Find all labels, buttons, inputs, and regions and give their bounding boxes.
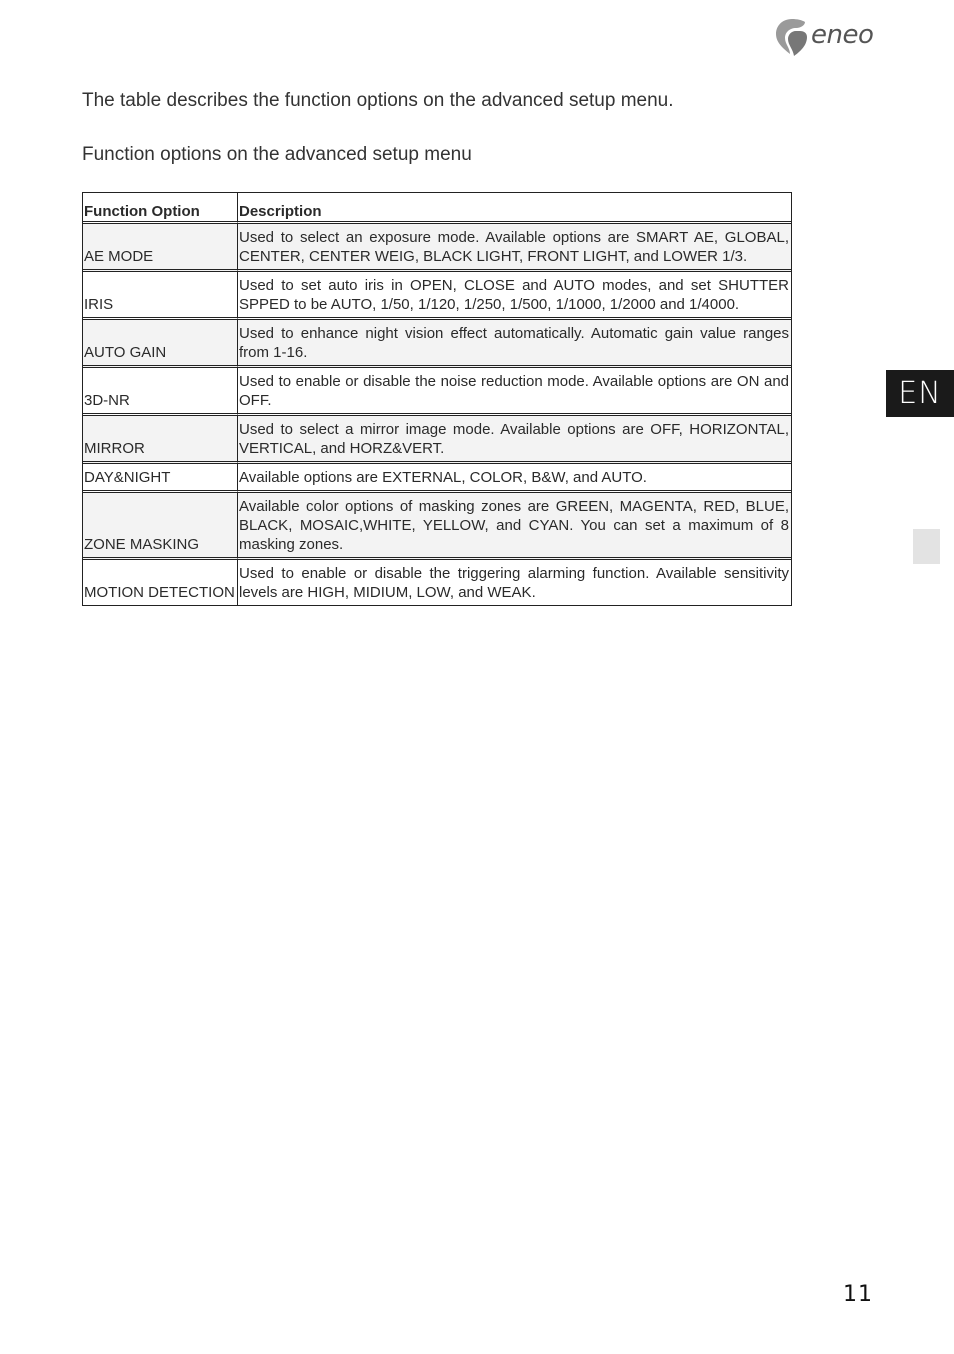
table-row [83,493,791,560]
table-title: Function options on the advanced setup menu [82,144,472,165]
option-cell: MIRROR [83,416,238,464]
option-cell: AE MODE [83,224,238,272]
option-cell: DAY&NIGHT [83,464,238,493]
option-cell: IRIS [83,272,238,320]
column-header-function-option: Function Option [83,193,238,224]
logo-wordmark: eneo [811,20,874,50]
table-header-row [83,193,791,224]
page-number: 11 [843,1282,873,1307]
description-cell: Used to enable or disable the noise reduction mode. Available options are ON and OFF. [238,368,791,416]
table-row [83,464,791,493]
table-row [83,224,791,272]
option-cell: MOTION DETECTION [83,560,238,605]
eneo-logo [774,16,884,60]
description-cell: Used to enhance night vision effect automatically. Automatic gain value ranges from 1-16. [238,320,791,368]
description-cell: Used to enable or disable the triggering alarming function. Available sensitivity levels are HIGH, MIDIUM, LOW, and WEAK. [239,565,789,601]
table-row [83,272,791,320]
option-cell: 3D-NR [83,368,238,416]
description-cell: Used to select an exposure mode. Available options are SMART AE, GLOBAL, CENTER, CENTER WEIG, BLACK LIGHT, FRONT LIGHT, and LOWER 1/3. [238,224,791,272]
table-row [83,560,791,605]
section-marker-tab [913,529,940,564]
description-cell: Used to set auto iris in OPEN, CLOSE and AUTO modes, and set SHUTTER SPPED to be AUTO, 1/50, 1/120, 1/250, 1/500, 1/1000, 1/2000 and 1/4000. [238,272,791,320]
description-cell: Available options are EXTERNAL, COLOR, B&W, and AUTO. [238,464,791,493]
option-cell: AUTO GAIN [83,320,238,368]
description-cell: Available color options of masking zones are GREEN, MAGENTA, RED, BLUE, BLACK, MOSAIC,WHITE, YELLOW, and CYAN. You can set a maximum of 8 masking zones. [238,493,791,560]
intro-text: The table describes the function options on the advanced setup menu. [82,90,674,111]
column-header-description: Description [238,193,791,224]
language-tab-en: EN [886,370,954,417]
table-row [83,320,791,368]
option-cell: ZONE MASKING [83,493,238,560]
table-row [83,368,791,416]
description-cell: Used to select a mirror image mode. Available options are OFF, HORIZONTAL, VERTICAL, and HORZ&VERT. [238,416,791,464]
function-options-table [82,192,792,606]
table-row [83,416,791,464]
eneo-logo-icon [774,16,810,58]
